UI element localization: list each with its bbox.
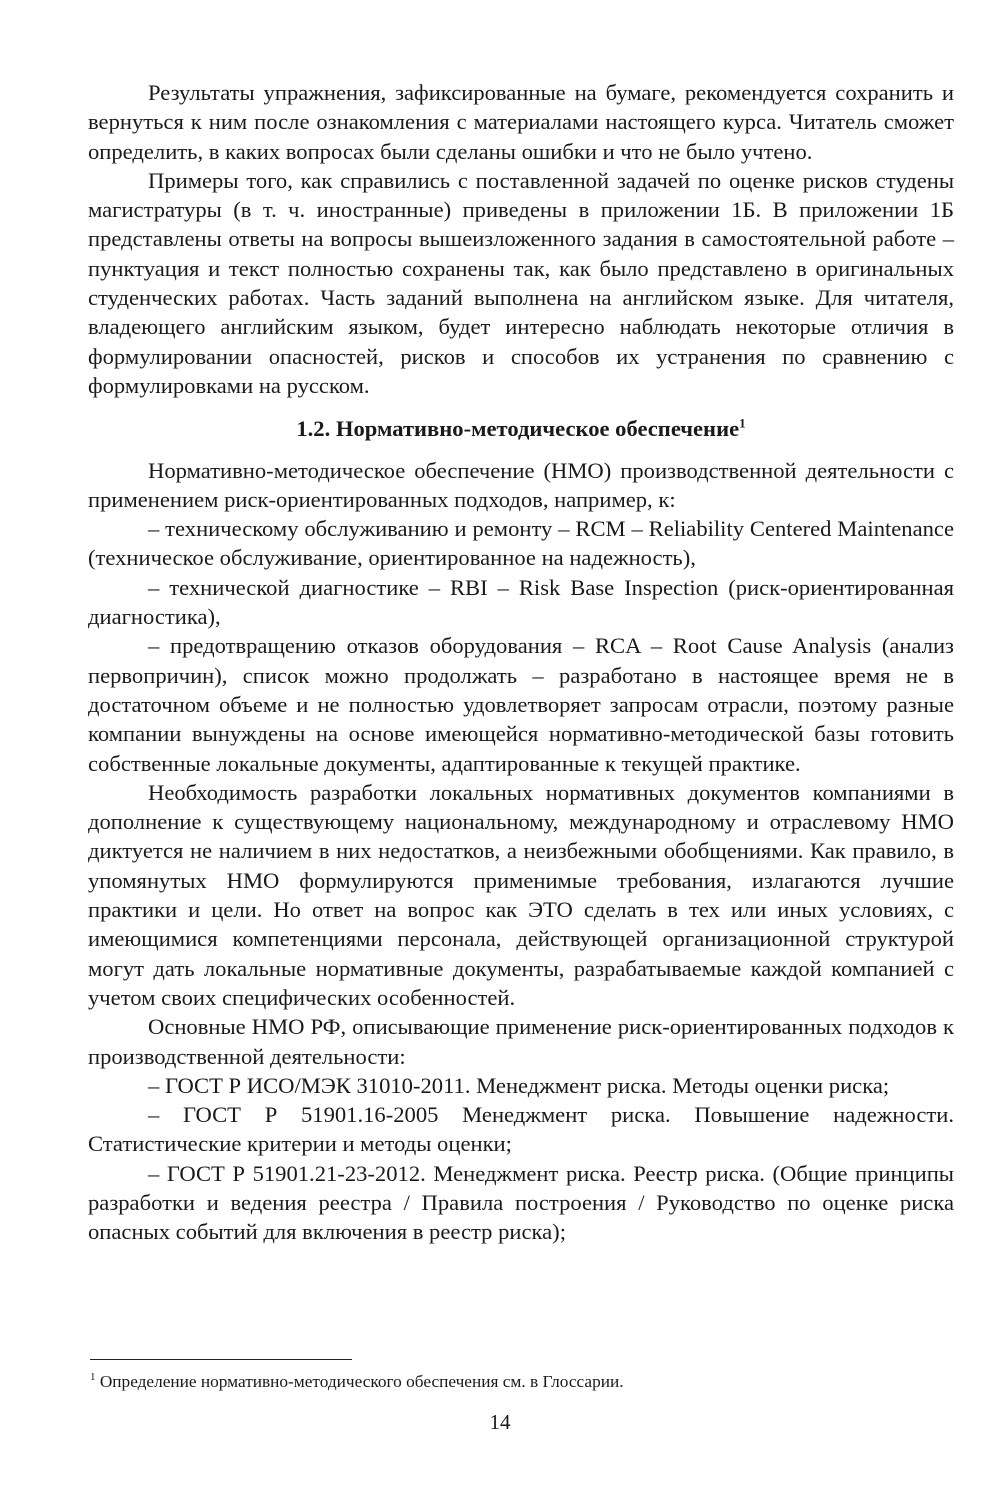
paragraph-necessity: Необходимость разработки локальных нормативных документов компаниями в дополнение к существующему национальному, международному и отраслевому НМО диктуется не наличием в них недостатков, а неизбежными обобщениями. Как правило, в упомянутых НМО формулируются применимые требования, излагаются лучшие практики и цели. Но ответ на вопрос как ЭТО сделать в тех или иных условиях, с имеющимися компетенциями персонала, действующей организационной структурой могут дать локальные нормативные документы, разрабатываемые каждой компанией с учетом своих специфических особенностей. bbox=[88, 779, 954, 1010]
footnote-mark: 1 bbox=[90, 1371, 96, 1384]
footnote-text: Определение нормативно-методического обеспечения см. в Глоссарии. bbox=[99, 1372, 624, 1391]
paragraph-main-documents: Основные НМО РФ, описывающие применение риск-ориентированных подходов к производственной деятельности: bbox=[88, 1014, 954, 1069]
list-item-gost-51901-16: – ГОСТ Р 51901.16-2005 Менеджмент риска. Повышение надежности. Статистические критерии и методы оценки; bbox=[88, 1102, 954, 1157]
section-heading bbox=[88, 414, 954, 443]
list-item-rbi: – технической диагностике – RBI – Risk Base Inspection (риск-ориентированная диагностика), bbox=[88, 574, 954, 630]
footnote-divider bbox=[90, 1359, 352, 1360]
page-number: 14 bbox=[489, 1410, 511, 1434]
footnote bbox=[90, 1371, 956, 1393]
paragraph-exercise-results: Результаты упражнения, зафиксированные на бумаге, рекомендуется сохранить и вернуться к ним после ознакомления с материалами настоящего курса. Читатель сможет определить, в каких вопросах были сделаны ошибки и что не было учтено. bbox=[88, 80, 954, 164]
paragraph-student-examples: Примеры того, как справились с поставленной задачей по оценке рисков студены магистратуры (в т. ч. иностранные) приведены в приложении 1Б. В приложении 1Б представлены ответы на вопросы вышеизложенного задания в самостоятельной работе – пунктуация и текст полностью сохранены так, как было представлено в оригинальных студенческих работах. Часть заданий выполнена на английском языке. Для читателя, владеющего английским языком, будет интересно наблюдать некоторые отличия в формулировании опасностей, рисков и способов их устранения по сравнению с формулировками на русском. bbox=[88, 167, 954, 398]
list-item-gost-31010: – ГОСТ Р ИСО/МЭК 31010-2011. Менеджмент риска. Методы оценки риска; bbox=[148, 1072, 890, 1098]
section-heading-text: 1.2. Нормативно-методическое обеспечение bbox=[296, 416, 740, 442]
page-body bbox=[88, 78, 954, 1247]
paragraph-nmo-intro: Нормативно-методическое обеспечение (НМО) производственной деятельности с применением риск-ориентированных подходов, например, к: bbox=[88, 457, 954, 512]
list-item-gost-51901-21-23: – ГОСТ Р 51901.21-23-2012. Менеджмент риска. Реестр риска. (Общие принципы разработки и ведения реестра / Правила построения / Руководство по оценке риска опасных событий для включения в реестр риска); bbox=[88, 1160, 954, 1245]
list-item-rca: – предотвращению отказов оборудования – RCA – Root Cause Analysis (анализ первопричин), список можно продолжать – разработано в настоящее время не в достаточном объеме и не полностью удовлетворяет запросам отрасли, поэтому разные компании вынуждены на основе имеющейся нормативно-методической базы готовить собственные локальные документы, адаптированные к текущей практике. bbox=[88, 633, 954, 776]
footnote-reference[interactable]: 1 bbox=[739, 415, 746, 431]
list-item-rcm: – техническому обслуживанию и ремонту – RCM – Reliability Centered Maintenance (техническое обслуживание, ориентированное на надежность), bbox=[88, 516, 954, 571]
